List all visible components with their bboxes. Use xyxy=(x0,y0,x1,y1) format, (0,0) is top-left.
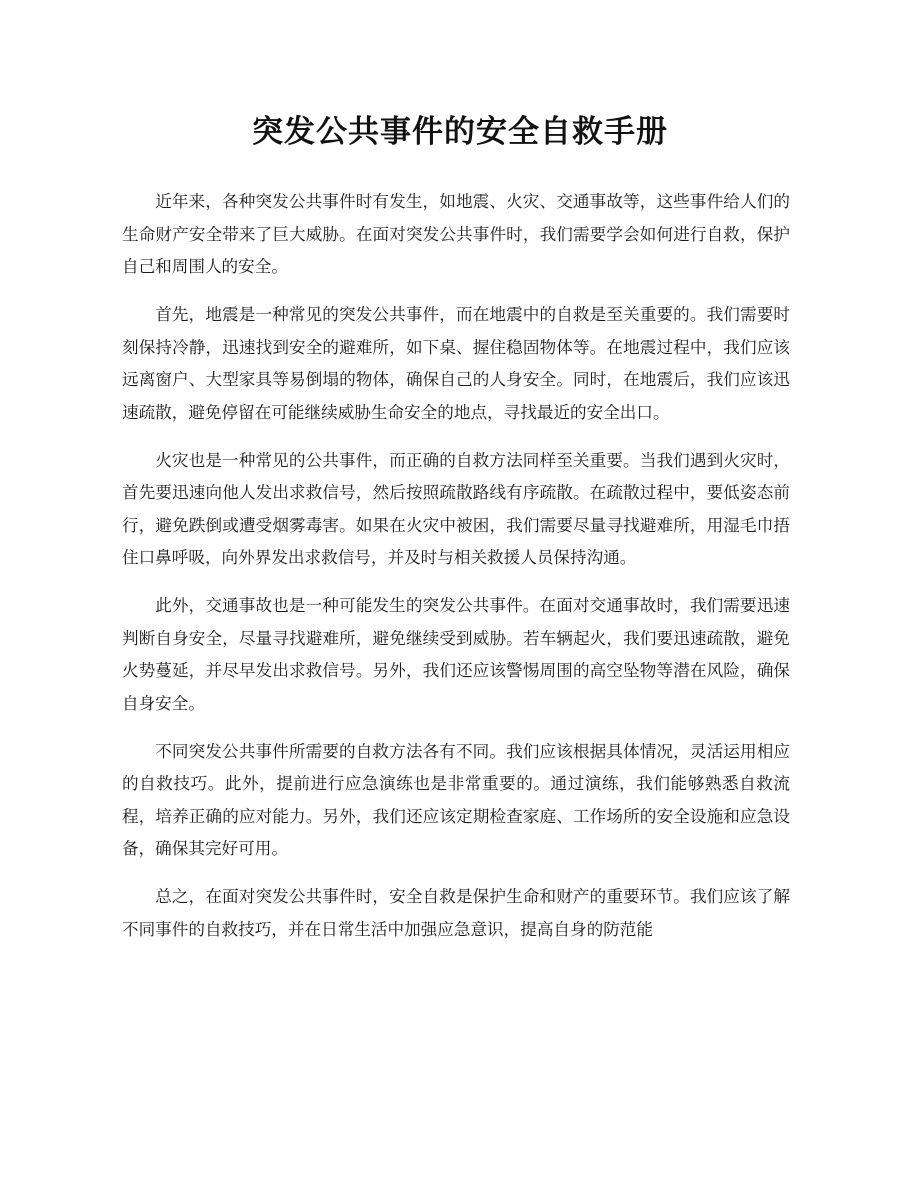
paragraph-conclusion: 总之，在面对突发公共事件时，安全自救是保护生命和财产的重要环节。我们应该了解不同事件的自救技巧，并在日常生活中加强应急意识，提高自身的防范能 xyxy=(122,887,790,939)
document-body xyxy=(122,186,790,962)
paragraph-intro: 近年来，各种突发公共事件时有发生，如地震、火灾、交通事故等，这些事件给人们的生命财产安全带来了巨大威胁。在面对突发公共事件时，我们需要学会如何进行自救，保护自己和周围人的安全。 xyxy=(122,192,790,276)
paragraph-fire: 火灾也是一种常见的公共事件，而正确的自救方法同样至关重要。当我们遇到火灾时，首先要迅速向他人发出求救信号，然后按照疏散路线有序疏散。在疏散过程中，要低姿态前行，避免跌倒或遭受烟雾毒害。如果在火灾中被困，我们需要尽量寻找避难所，用湿毛巾捂住口鼻呼吸，向外界发出求救信号，并及时与相关救援人员保持沟通。 xyxy=(122,450,790,567)
paragraph-traffic: 此外，交通事故也是一种可能发生的突发公共事件。在面对交通事故时，我们需要迅速判断自身安全，尽量寻找避难所，避免继续受到威胁。若车辆起火，我们要迅速疏散，避免火势蔓延，并尽早发出求救信号。另外，我们还应该警惕周围的高空坠物等潜在风险，确保自身安全。 xyxy=(122,596,790,713)
page-title: 突发公共事件的安全自救手册 xyxy=(252,114,668,150)
paragraph-methods: 不同突发公共事件所需要的自救方法各有不同。我们应该根据具体情况，灵活运用相应的自救技巧。此外，提前进行应急演练也是非常重要的。通过演练，我们能够熟悉自救流程，培养正确的应对能力。另外，我们还应该定期检查家庭、工作场所的安全设施和应急设备，确保其完好可用。 xyxy=(122,741,790,858)
paragraph-earthquake: 首先，地震是一种常见的突发公共事件，而在地震中的自救是至关重要的。我们需要时刻保持冷静，迅速找到安全的避难所，如下桌、握住稳固物体等。在地震过程中，我们应该远离窗户、大型家具等易倒塌的物体，确保自己的人身安全。同时，在地震后，我们应该迅速疏散，避免停留在可能继续威胁生命安全的地点，寻找最近的安全出口。 xyxy=(122,305,790,422)
